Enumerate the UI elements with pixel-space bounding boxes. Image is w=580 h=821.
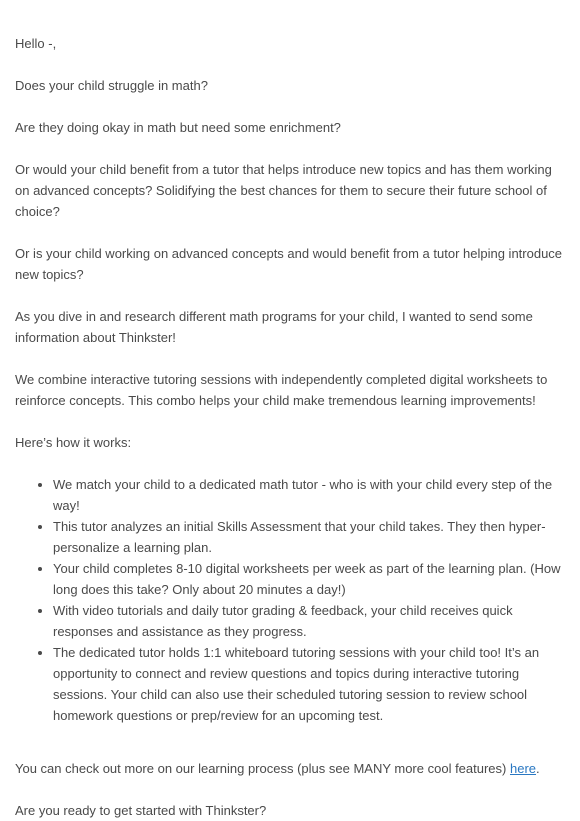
list-item: • The dedicated tutor holds 1:1 whiteboard tutoring sessions with your child too! It’s an opportunity to connect and review questions and topics during interactive tutoring sessions. Your child can also use their scheduled tutoring session to review school homework questions or prep/review for an upcoming test.	[53, 642, 567, 726]
paragraph-advanced-concepts: Or is your child working on advanced concepts and would benefit from a tutor helping introduce new topics?	[15, 246, 563, 282]
list-item: • We match your child to a dedicated math tutor - who is with your child every step of the way!	[53, 474, 567, 516]
paragraph-enrichment: Are they doing okay in math but need some enrichment?	[15, 120, 341, 135]
email-body	[15, 33, 567, 821]
list-item: • This tutor analyzes an initial Skills Assessment that your child takes. They then hyper-personalize a learning plan.	[53, 516, 567, 558]
paragraph-struggle: Does your child struggle in math?	[15, 78, 208, 93]
greeting: Hello -,	[15, 36, 57, 51]
learning-process-period: .	[536, 761, 540, 776]
paragraph-how-it-works: Here’s how it works:	[15, 435, 132, 450]
here-link[interactable]: here	[509, 761, 537, 776]
paragraph-research: As you dive in and research different math programs for your child, I wanted to send some information about Thinkster!	[15, 309, 533, 345]
paragraph-combine: We combine interactive tutoring sessions with independently completed digital worksheets to reinforce concepts. This combo helps your child make tremendous learning improvements!	[15, 372, 548, 408]
paragraph-ready: Are you ready to get started with Thinkster?	[15, 803, 267, 818]
list-item: • Your child completes 8-10 digital worksheets per week as part of the learning plan. (How long does this take? Only about 20 minutes a day!)	[53, 558, 567, 600]
paragraph-tutor-benefit: Or would your child benefit from a tutor that helps introduce new topics and has them working on advanced concepts? Solidifying the best chances for them to secure their future school of choice?	[15, 162, 552, 219]
paragraph-learning-process	[15, 758, 567, 779]
list-item: • With video tutorials and daily tutor grading & feedback, your child receives quick responses and assistance as they progress.	[53, 600, 567, 642]
learning-process-text: You can check out more on our learning process (plus see MANY more cool features)	[15, 761, 510, 776]
steps-list	[15, 474, 567, 726]
